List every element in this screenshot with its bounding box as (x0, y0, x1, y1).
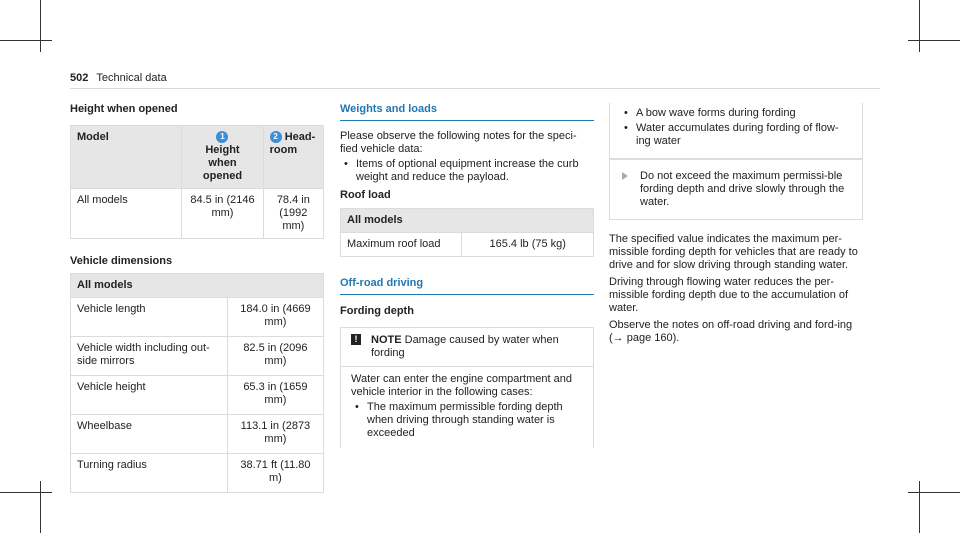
notice-text: Damage caused by water when fording (371, 334, 559, 359)
roof-load-value: 165.4 lb (75 kg) (462, 233, 594, 257)
fording-para-3: Observe the notes on off-road driving and ford-ing (→ page 160). (609, 319, 853, 344)
cell-height: 84.5 in (2146 mm) (182, 189, 263, 239)
list-item: • A bow wave forms during fording (620, 107, 852, 120)
fording-para-2: Driving through flowing water reduces the per-missible fording depth due to the accumulation of water. (609, 276, 849, 314)
fording-depth-title: Fording depth (340, 305, 414, 317)
callout-2-icon: 2 (270, 131, 282, 143)
roof-load-title: Roof load (340, 189, 391, 201)
dimension-value: 82.5 in (2096 mm) (227, 337, 323, 376)
table-row (71, 415, 324, 454)
dimension-label: Vehicle width including out-side mirrors (71, 337, 228, 376)
weights-intro: Please observe the following notes for the speci-fied vehicle data: (340, 130, 577, 155)
header-rule (70, 88, 880, 89)
notice-box-continued (609, 103, 863, 159)
dimension-label: Vehicle height (71, 376, 228, 415)
column-left (70, 103, 324, 493)
notice-box (340, 327, 594, 448)
crop-mark (908, 492, 960, 493)
list-item: • Items of optional equipment increase the curb weight and reduce the payload. (340, 158, 594, 184)
table-row (71, 298, 324, 337)
col-header-headroom-label: Head-room (269, 131, 316, 156)
table-row (341, 233, 594, 257)
roof-load-label: Maximum roof load (341, 233, 462, 257)
crop-mark (919, 0, 920, 52)
list-item: • The maximum permissible fording depth when driving through standing water is exceeded (351, 401, 583, 440)
notice-bullets (351, 401, 583, 440)
dimension-value: 65.3 in (1659 mm) (227, 376, 323, 415)
crop-mark (0, 492, 52, 493)
height-opened-title: Height when opened (70, 103, 178, 115)
tip-box (609, 159, 863, 220)
dimension-value: 184.0 in (4669 mm) (227, 298, 323, 337)
list-item: • Water accumulates during fording of flow-ing water (620, 122, 852, 148)
crop-mark (919, 481, 920, 533)
crop-mark (908, 40, 960, 41)
play-arrow-icon (622, 172, 628, 180)
tip-text: Do not exceed the maximum permissi-ble fording depth and drive slowly through the water. (640, 170, 845, 208)
vehicle-dimensions-title: Vehicle dimensions (70, 255, 173, 267)
weights-title: Weights and loads (340, 103, 594, 121)
fording-para-1: The specified value indicates the maximum per-missible fording depth for vehicles that are ready to drive and for slow driving through standing water. (609, 233, 858, 271)
dimension-label: Vehicle length (71, 298, 228, 337)
height-opened-table (70, 125, 324, 239)
col-header-model: Model (71, 126, 182, 189)
crop-mark (0, 40, 52, 41)
roof-load-header: All models (341, 209, 594, 233)
roof-load-table (340, 208, 594, 257)
section-title: Technical data (96, 72, 167, 84)
col-header-headroom (263, 126, 323, 189)
dimension-value: 113.1 in (2873 mm) (227, 415, 323, 454)
dimension-value: 38.71 ft (11.80 m) (227, 454, 323, 493)
warning-icon: ! (351, 334, 361, 345)
dimension-label: Wheelbase (71, 415, 228, 454)
crop-mark (40, 0, 41, 52)
cell-headroom: 78.4 in (1992 mm) (263, 189, 323, 239)
notice-label: NOTE (371, 334, 402, 346)
weights-bullets (340, 158, 594, 184)
callout-1-icon: 1 (216, 131, 228, 143)
notice-bullets-continued (620, 107, 852, 148)
notice-body (341, 367, 593, 448)
crop-mark (40, 481, 41, 533)
vehicle-dimensions-table (70, 273, 324, 493)
column-right (609, 103, 863, 345)
notice-intro: Water can enter the engine compartment and vehicle interior in the following cases: (351, 373, 572, 398)
cell-model: All models (71, 189, 182, 239)
dimensions-header: All models (71, 274, 324, 298)
table-row (71, 376, 324, 415)
dimension-label: Turning radius (71, 454, 228, 493)
page-header (70, 72, 167, 85)
table-row (71, 454, 324, 493)
offroad-title: Off-road driving (340, 277, 594, 295)
col-header-height (182, 126, 263, 189)
col-header-height-label: Height when opened (202, 144, 243, 182)
notice-header (341, 328, 593, 367)
column-middle (340, 103, 594, 448)
table-row (71, 337, 324, 376)
page-number: 502 (70, 72, 89, 84)
